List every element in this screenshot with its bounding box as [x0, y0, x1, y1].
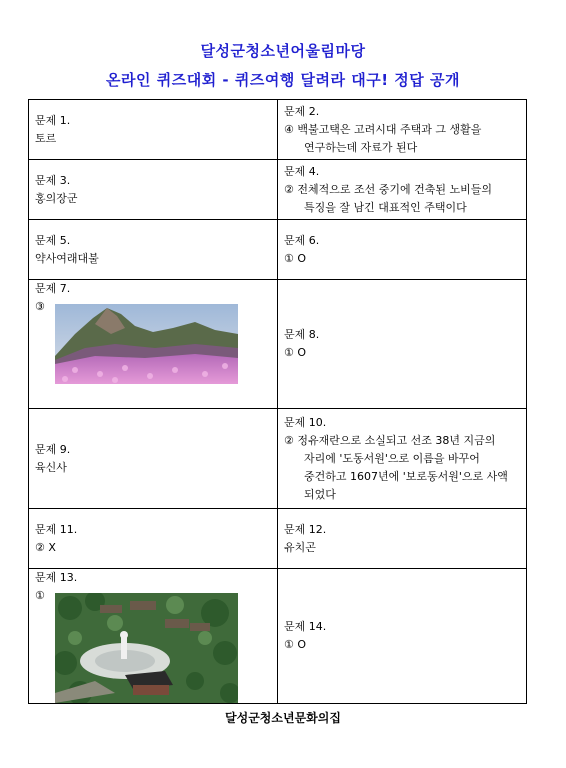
- table-row: [29, 100, 527, 160]
- question-10-answer-line1-wrap: [284, 432, 520, 450]
- table-row: [29, 509, 527, 569]
- question-6-answer: ① O: [284, 251, 307, 265]
- question-11-label: 문제 11.: [35, 522, 78, 536]
- table-row: [29, 160, 527, 220]
- question-7-cell: [29, 280, 278, 409]
- question-4-mark: ②: [284, 182, 294, 196]
- question-3-label: 문제 3.: [35, 173, 71, 187]
- question-11-answer: ② X: [35, 540, 56, 554]
- question-10-cell: [278, 409, 527, 509]
- question-13-answer: ①: [35, 589, 45, 602]
- question-10-answer-line3: 중건하고 1607년에 '보로동서원'으로 사액: [304, 469, 508, 483]
- question-4-cell: [278, 160, 527, 220]
- question-14-cell: [278, 569, 527, 704]
- question-2-answer-line1-wrap: [284, 121, 520, 139]
- question-10-label: 문제 10.: [284, 415, 327, 429]
- question-10-answer-line4: 되었다: [304, 487, 336, 501]
- title-line1: 달성군청소년어울림마당: [200, 42, 366, 60]
- question-4-answer-line1: 전체적으로 조선 중기에 건축된 노비들의: [297, 182, 493, 196]
- question-8-answer: ① O: [284, 346, 307, 359]
- question-7-answer: ③: [35, 300, 45, 313]
- question-2-mark: ④: [284, 122, 294, 136]
- question-2-answer-line2: 연구하는데 자료가 된다: [304, 140, 418, 154]
- question-1-answer: 토르: [35, 131, 57, 145]
- question-4-answer-line1-wrap: [284, 181, 520, 199]
- question-12-answer: 유치곤: [284, 540, 316, 554]
- question-12-label: 문제 12.: [284, 522, 327, 536]
- question-4-answer-line2: 특징을 잘 남긴 대표적인 주택이다: [304, 200, 467, 214]
- question-2-answer-line1: 백불고택은 고려시대 주택과 그 생활을: [297, 122, 482, 136]
- question-13-label: 문제 13.: [35, 571, 78, 584]
- question-1-label: 문제 1.: [35, 113, 71, 127]
- question-9-cell: [29, 409, 278, 509]
- question-2-cell: [278, 100, 527, 160]
- question-13-cell: [29, 569, 278, 704]
- question-3-cell: [29, 160, 278, 220]
- question-6-cell: [278, 220, 527, 280]
- question-4-label: 문제 4.: [284, 164, 320, 178]
- question-8-label: 문제 8.: [284, 328, 320, 341]
- question-10-answer-line2: 자리에 '도동서원'으로 이름을 바꾸어: [304, 451, 480, 465]
- question-14-answer: ① O: [284, 638, 307, 651]
- question-6-label: 문제 6.: [284, 233, 320, 247]
- question-3-answer: 홍의장군: [35, 191, 78, 205]
- answer-table: [28, 99, 527, 704]
- question-8-cell: [278, 280, 527, 409]
- table-row: [29, 409, 527, 509]
- question-12-cell: [278, 509, 527, 569]
- question-9-answer: 육신사: [35, 460, 67, 474]
- question-14-label: 문제 14.: [284, 620, 327, 633]
- question-2-label: 문제 2.: [284, 104, 320, 118]
- table-row: [29, 569, 527, 704]
- question-10-mark: ②: [284, 433, 294, 447]
- temple-aerial-photo: [55, 593, 238, 703]
- question-5-cell: [29, 220, 278, 280]
- question-1-cell: [29, 100, 278, 160]
- question-11-cell: [29, 509, 278, 569]
- table-row: [29, 220, 527, 280]
- question-10-answer-line1: 정유재란으로 소실되고 선조 38년 지금의: [297, 433, 496, 447]
- question-9-label: 문제 9.: [35, 442, 71, 456]
- mountain-azalea-photo: [55, 304, 238, 384]
- table-row: [29, 280, 527, 409]
- title-line2: 온라인 퀴즈대회 - 퀴즈여행 달려라 대구! 정답 공개: [106, 71, 460, 89]
- footer-organization: 달성군청소년문화의집: [225, 711, 341, 725]
- question-7-label: 문제 7.: [35, 282, 71, 295]
- question-5-label: 문제 5.: [35, 233, 71, 247]
- question-5-answer: 약사여래대불: [35, 251, 99, 265]
